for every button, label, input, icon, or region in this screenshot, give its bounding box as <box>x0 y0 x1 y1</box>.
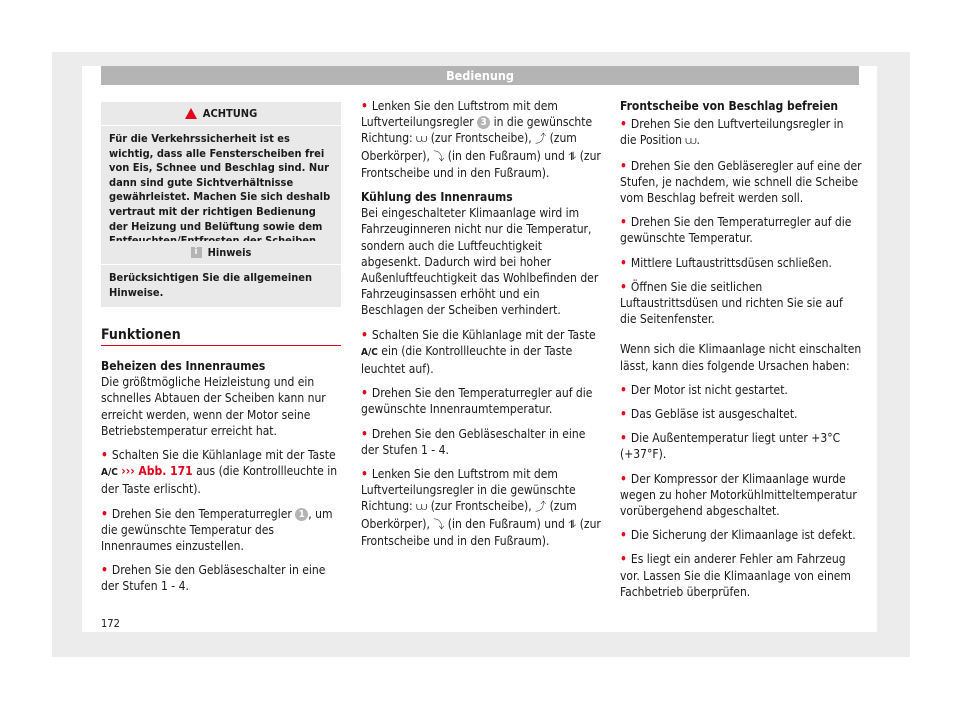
section-title: Funktionen <box>101 327 181 343</box>
windscreen-icon: ⩊ <box>685 134 697 148</box>
list-item: • Öffnen Sie die seitlichen Luftaustrittsdüsen und richten Sie sie auf die Seitenfenster. <box>620 279 843 327</box>
heating-intro: Die größtmögliche Heizleistung und ein schnelles Abtauen der Scheiben kann nur erreicht werden, wenn der Motor seine Betriebstemperatur erreicht hat. <box>101 375 326 438</box>
warning-text: Für die Verkehrssicherheit ist es wichtig, dass alle Fensterscheiben frei von Eis, Schnee und Beschlag sind. Nur dann sind gute Sichtverhältnisse gewährleistet. Machen Sie sich deshalb vertraut mit der richtigen Bedienung der Heizung und Belüftung sowie dem <box>109 132 331 233</box>
warning-header <box>101 102 341 126</box>
list-item: • Drehen Sie den Temperaturregler 1 , um die gewünschte Temperatur des Innenraumes einzustellen. <box>101 506 333 554</box>
figure-link[interactable]: ››› Abb. 171 <box>121 464 193 479</box>
list-item: • Drehen Sie den Luftverteilungsregler in die Position ⩊. <box>620 116 862 149</box>
list-item: • Drehen Sie den Gebläseregler auf eine der Stufen, je nachdem, wie schnell die Scheibe vom Beschlag befreit werden soll. <box>620 158 862 206</box>
list-item: • Lenken Sie den Luftstrom mit dem Luftverteilungsregler 3 in die gewünschte Richtung: ⩊ (zur Frontscheibe), ⤴ (zum Oberkörper), ⤵ (in den Fußraum) und ⥮ (zur Frontscheibe und in den Fußraum). <box>361 99 601 180</box>
list-item: • Drehen Sie den Gebläseschalter in eine der Stufen 1 - 4. <box>361 426 586 457</box>
ac-button-symbol: A/C <box>361 346 378 358</box>
hint-header <box>101 241 341 265</box>
upper-body-icon: ⤴ <box>535 132 547 146</box>
list-item: • Drehen Sie den Gebläseschalter in eine der Stufen 1 - 4. <box>101 563 326 594</box>
list-item: • Schalten Sie die Kühlanlage mit der Taste A/C ein (die Kontrollleuchte in der Taste leuchtet auf). <box>361 327 596 377</box>
page-number: 172 <box>101 617 120 630</box>
warning-label: ACHTUNG <box>202 107 258 120</box>
list-item: • Das Gebläse ist ausgeschaltet. <box>620 407 798 422</box>
page-header: Bedienung <box>101 66 859 85</box>
windscreen-icon: ⩊ <box>416 500 428 514</box>
list-item: • Die Sicherung der Klimaanlage ist defekt. <box>620 528 856 543</box>
heading-defrost: Frontscheibe von Beschlag befreien <box>620 99 839 113</box>
upper-body-icon: ⤴ <box>535 500 547 514</box>
footwell-icon: ⤵ <box>433 149 445 163</box>
windscreen-icon: ⩊ <box>416 132 428 146</box>
heading-cooling: Kühlung des Innenraums <box>361 190 513 205</box>
hint-text: Berücksichtigen Sie die allgemeinen Hinweise. <box>109 271 313 299</box>
info-icon: i <box>191 247 202 258</box>
list-item: • Lenken Sie den Luftstrom mit dem Luftverteilungsregler in die gewünschte Richtung: ⩊ (zur Frontscheibe), ⤴ (zum Oberkörper), ⤵ (in den Fußraum) und ⥮ (zur Frontscheibe und in den Fußraum). <box>361 467 601 548</box>
hint-label: Hinweis <box>207 246 252 259</box>
footwell-icon: ⤵ <box>433 517 445 531</box>
column-2 <box>361 98 603 557</box>
hint-box <box>101 241 341 307</box>
callout-number: 3 <box>477 116 490 129</box>
list-item: • Der Motor ist nicht gestartet. <box>620 382 788 397</box>
callout-number: 1 <box>295 508 308 521</box>
ac-button-symbol: A/C <box>101 467 118 479</box>
causes-intro: Wenn sich die Klimaanlage nicht einschalten lässt, kann dies folgende Ursachen haben: <box>620 342 862 373</box>
list-item: • Die Außentemperatur liegt unter +3°C (+37°F). <box>620 431 841 462</box>
column-1 <box>101 358 343 603</box>
list-item: • Schalten Sie die Kühlanlage mit der Taste A/C ››› Abb. 171 aus (die Kontrollleuchte in der Taste erlischt). <box>101 448 338 497</box>
warning-triangle-icon <box>185 108 197 119</box>
column-3 <box>620 98 862 608</box>
windscreen-footwell-icon: ⥮ <box>568 517 577 531</box>
list-item: • Drehen Sie den Temperaturregler auf die gewünschte Innenraumtemperatur. <box>361 386 593 417</box>
warning-box <box>101 102 341 256</box>
cooling-intro: Bei eingeschalteter Klimaanlage wird im Fahrzeuginneren nicht nur die Temperatur, sondern auch die Luftfeuchtigkeit abgesenkt. Dadurch wird bei hoher Außenluftfeuchtigkeit das Wohlbefinden der Fahrzeuginsassen erhöht und ein Beschlagen der Scheiben verhindert. <box>361 206 599 318</box>
list-item: • Der Kompressor der Klimaanlage wurde wegen zu hoher Motorkühlmitteltemperatur vorübergehend abgeschaltet. <box>620 471 857 519</box>
list-item: • Mittlere Luftaustrittsdüsen schließen. <box>620 255 832 270</box>
windscreen-footwell-icon: ⥮ <box>568 149 577 163</box>
heading-heating: Beheizen des Innenraumes <box>101 359 266 373</box>
list-item: • Drehen Sie den Temperaturregler auf die gewünschte Temperatur. <box>620 215 852 246</box>
list-item: • Es liegt ein anderer Fehler am Fahrzeug vor. Lassen Sie die Klimaanlage von einem Fachbetrieb überprüfen. <box>620 552 851 599</box>
section-divider <box>101 345 341 346</box>
